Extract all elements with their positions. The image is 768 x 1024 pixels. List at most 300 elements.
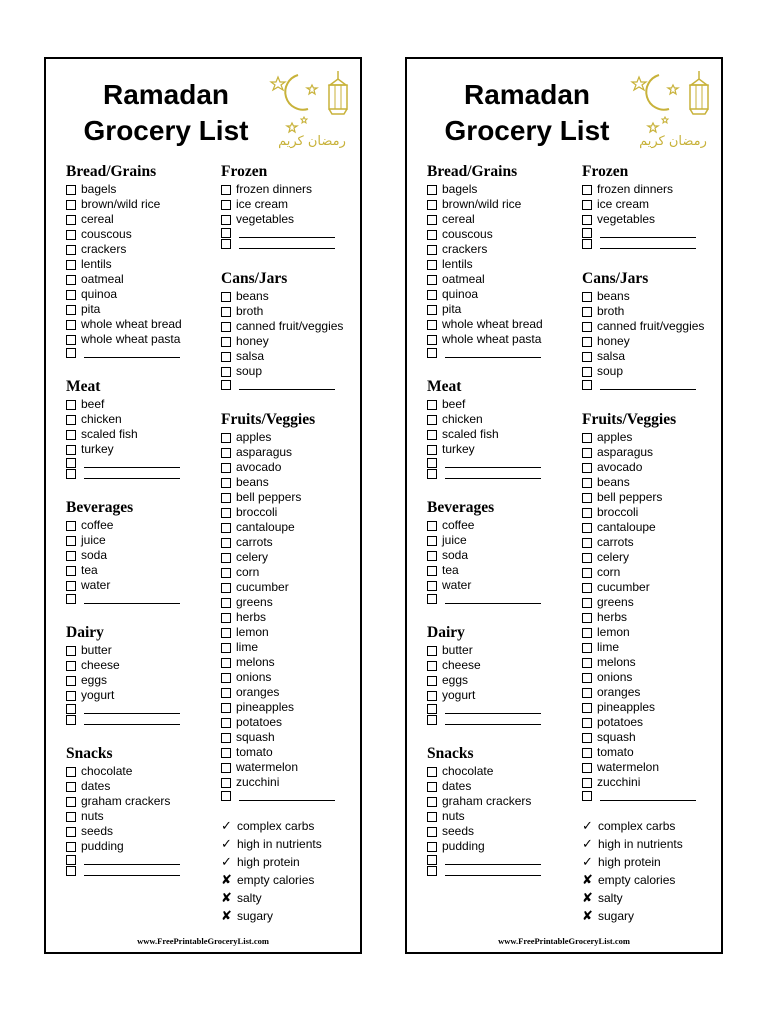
list-item	[427, 533, 577, 548]
legend-label: empty calories	[598, 873, 676, 887]
write-in-line[interactable]	[84, 865, 180, 876]
write-in-line[interactable]	[445, 593, 541, 604]
item-label: potatoes	[236, 715, 283, 729]
item-label: tomato	[597, 745, 634, 759]
checkbox[interactable]	[582, 628, 592, 638]
checkbox[interactable]	[582, 215, 592, 225]
checkbox[interactable]	[582, 239, 592, 249]
item-label: cereal	[81, 212, 114, 226]
checkbox[interactable]	[582, 228, 592, 238]
checkbox[interactable]	[221, 185, 231, 195]
checkbox[interactable]	[66, 320, 76, 330]
item-label: onions	[597, 670, 633, 684]
blank-list-item	[427, 468, 577, 479]
item-label: carrots	[597, 535, 634, 549]
item-label: seeds	[442, 824, 475, 838]
item-label: chocolate	[81, 764, 133, 778]
list-item	[221, 319, 356, 334]
item-label: bell peppers	[236, 490, 302, 504]
crescent-moon-lantern-icon	[629, 69, 715, 151]
legend-label: high protein	[598, 855, 661, 869]
checkbox[interactable]	[427, 691, 437, 701]
write-in-line[interactable]	[600, 790, 696, 801]
item-label: herbs	[236, 610, 267, 624]
checkbox[interactable]	[221, 643, 231, 653]
legend-label: complex carbs	[237, 819, 315, 833]
write-in-line[interactable]	[445, 468, 541, 479]
legend-label: high protein	[237, 855, 300, 869]
list-item	[66, 563, 216, 578]
write-in-line[interactable]	[239, 227, 335, 238]
checkbox[interactable]	[582, 688, 592, 698]
list-item	[582, 700, 717, 715]
checkbox[interactable]	[427, 566, 437, 576]
checkbox[interactable]	[427, 458, 437, 468]
list-item	[66, 643, 216, 658]
cross-icon: ✘	[221, 890, 232, 905]
blank-list-item	[582, 238, 717, 249]
checkbox[interactable]	[221, 703, 231, 713]
checkbox[interactable]	[427, 661, 437, 671]
section-gap	[582, 390, 717, 411]
legend-label: sugary	[598, 909, 635, 923]
checkbox[interactable]	[66, 551, 76, 561]
list-item	[582, 715, 717, 730]
blank-list-item	[582, 227, 717, 238]
item-list-bread	[427, 182, 577, 358]
list-item	[427, 412, 577, 427]
checkbox[interactable]	[66, 415, 76, 425]
checkbox[interactable]	[427, 812, 437, 822]
checkbox[interactable]	[66, 335, 76, 345]
write-in-line[interactable]	[239, 790, 335, 801]
checkbox[interactable]	[66, 661, 76, 671]
checkbox[interactable]	[427, 320, 437, 330]
list-item	[66, 779, 216, 794]
list-item	[221, 304, 356, 319]
blank-list-item	[221, 790, 356, 801]
item-list-snacks	[427, 764, 577, 876]
item-label: nuts	[442, 809, 465, 823]
checkbox[interactable]	[427, 842, 437, 852]
checkbox[interactable]	[66, 782, 76, 792]
item-label: corn	[597, 565, 621, 579]
checkbox[interactable]	[221, 538, 231, 548]
list-item	[582, 610, 717, 625]
checkbox[interactable]	[221, 463, 231, 473]
checkbox[interactable]	[221, 791, 231, 801]
item-label: crackers	[442, 242, 488, 256]
item-label: lentils	[81, 257, 112, 271]
item-label: carrots	[236, 535, 273, 549]
checkbox[interactable]	[66, 536, 76, 546]
list-item	[582, 460, 717, 475]
write-in-line[interactable]	[445, 703, 541, 714]
checkbox[interactable]	[221, 748, 231, 758]
item-label: quinoa	[442, 287, 479, 301]
write-in-line[interactable]	[600, 238, 696, 249]
checkbox[interactable]	[221, 352, 231, 362]
checkbox[interactable]	[427, 185, 437, 195]
item-label: chicken	[81, 412, 122, 426]
list-item	[66, 764, 216, 779]
list-item	[221, 625, 356, 640]
checkbox[interactable]	[427, 415, 437, 425]
checkbox[interactable]	[582, 718, 592, 728]
checkbox[interactable]	[427, 305, 437, 315]
checkbox[interactable]	[582, 478, 592, 488]
checkbox[interactable]	[427, 676, 437, 686]
list-item	[221, 475, 356, 490]
checkbox[interactable]	[582, 733, 592, 743]
checkbox[interactable]	[66, 566, 76, 576]
item-label: apples	[597, 430, 633, 444]
checkbox[interactable]	[582, 763, 592, 773]
checkbox[interactable]	[66, 646, 76, 656]
checkbox[interactable]	[427, 866, 437, 876]
item-label: coffee	[442, 518, 475, 532]
legend-label: complex carbs	[598, 819, 676, 833]
checkbox[interactable]	[427, 275, 437, 285]
checkbox[interactable]	[221, 658, 231, 668]
item-list-cans	[582, 289, 717, 390]
checkbox[interactable]	[427, 704, 437, 714]
checkbox[interactable]	[427, 855, 437, 865]
item-label: pudding	[81, 839, 124, 853]
item-label: quinoa	[81, 287, 118, 301]
item-label: beans	[597, 475, 630, 489]
checkbox[interactable]	[427, 782, 437, 792]
write-in-line[interactable]	[445, 714, 541, 725]
checkbox[interactable]	[221, 718, 231, 728]
legend-item	[582, 835, 717, 853]
checkbox[interactable]	[66, 812, 76, 822]
checkbox[interactable]	[66, 827, 76, 837]
checkbox[interactable]	[66, 400, 76, 410]
checkbox[interactable]	[582, 493, 592, 503]
checkbox[interactable]	[66, 866, 76, 876]
checkbox[interactable]	[427, 430, 437, 440]
checkbox[interactable]	[221, 200, 231, 210]
item-label: greens	[597, 595, 634, 609]
item-label: broccoli	[236, 505, 278, 519]
blank-list-item	[66, 593, 216, 604]
checkbox[interactable]	[66, 230, 76, 240]
checkbox[interactable]	[582, 463, 592, 473]
cross-icon: ✘	[221, 908, 232, 923]
write-in-line[interactable]	[84, 714, 180, 725]
checkbox[interactable]	[582, 322, 592, 332]
checkbox[interactable]	[582, 433, 592, 443]
checkbox[interactable]	[66, 260, 76, 270]
checkbox[interactable]	[221, 380, 231, 390]
legend-label: salty	[237, 891, 262, 905]
checkbox[interactable]	[427, 469, 437, 479]
checkbox[interactable]	[221, 763, 231, 773]
checkbox[interactable]	[221, 553, 231, 563]
checkbox[interactable]	[221, 367, 231, 377]
item-label: lemon	[597, 625, 630, 639]
write-in-line[interactable]	[600, 379, 696, 390]
checkbox[interactable]	[427, 767, 437, 777]
checkbox[interactable]	[66, 185, 76, 195]
item-label: juice	[81, 533, 106, 547]
checkbox[interactable]	[66, 275, 76, 285]
checkbox[interactable]	[66, 445, 76, 455]
list-item	[582, 197, 717, 212]
checkbox[interactable]	[427, 290, 437, 300]
checkbox[interactable]	[66, 245, 76, 255]
checkbox[interactable]	[221, 673, 231, 683]
list-item	[66, 824, 216, 839]
item-list-fruits	[221, 430, 356, 801]
list-item	[427, 764, 577, 779]
checkbox[interactable]	[221, 448, 231, 458]
checkbox[interactable]	[427, 215, 437, 225]
checkbox[interactable]	[221, 583, 231, 593]
checkbox[interactable]	[66, 594, 76, 604]
checkbox[interactable]	[66, 691, 76, 701]
checkbox[interactable]	[221, 292, 231, 302]
list-item	[221, 775, 356, 790]
checkbox[interactable]	[427, 400, 437, 410]
checkbox[interactable]	[582, 598, 592, 608]
write-in-line[interactable]	[84, 703, 180, 714]
checkbox[interactable]	[427, 200, 437, 210]
checkbox[interactable]	[427, 521, 437, 531]
checkbox[interactable]	[582, 185, 592, 195]
checkbox[interactable]	[582, 643, 592, 653]
list-item	[582, 475, 717, 490]
section-gap	[221, 249, 356, 270]
item-label: potatoes	[597, 715, 644, 729]
list-item	[427, 397, 577, 412]
checkbox[interactable]	[66, 797, 76, 807]
write-in-line[interactable]	[84, 854, 180, 865]
list-item	[221, 197, 356, 212]
list-item	[66, 673, 216, 688]
checkbox[interactable]	[582, 568, 592, 578]
checkbox[interactable]	[427, 827, 437, 837]
list-item	[582, 212, 717, 227]
list-item	[66, 518, 216, 533]
checkbox[interactable]	[66, 676, 76, 686]
item-label: butter	[81, 643, 112, 657]
checkbox[interactable]	[427, 715, 437, 725]
checkbox[interactable]	[582, 508, 592, 518]
checkbox[interactable]	[427, 646, 437, 656]
checkbox[interactable]	[221, 778, 231, 788]
list-item	[582, 364, 717, 379]
checkbox[interactable]	[66, 305, 76, 315]
list-item	[221, 550, 356, 565]
checkbox[interactable]	[427, 245, 437, 255]
list-item	[221, 505, 356, 520]
checkbox[interactable]	[582, 448, 592, 458]
section-title-beverages: Beverages	[66, 499, 134, 516]
list-item	[221, 655, 356, 670]
checkbox[interactable]	[221, 478, 231, 488]
section-title-frozen: Frozen	[582, 163, 629, 180]
checkbox[interactable]	[582, 583, 592, 593]
checkbox[interactable]	[582, 613, 592, 623]
item-list-beverages	[66, 518, 216, 604]
checkbox[interactable]	[582, 673, 592, 683]
item-label: cantaloupe	[597, 520, 656, 534]
checkbox[interactable]	[221, 613, 231, 623]
checkbox[interactable]	[66, 581, 76, 591]
checkbox[interactable]	[221, 322, 231, 332]
section-title-beverages: Beverages	[427, 499, 495, 516]
list-item	[427, 287, 577, 302]
list-item	[221, 445, 356, 460]
checkbox[interactable]	[66, 469, 76, 479]
checkbox[interactable]	[427, 230, 437, 240]
item-list-dairy	[66, 643, 216, 725]
list-item	[427, 839, 577, 854]
item-label: herbs	[597, 610, 628, 624]
checkbox[interactable]	[427, 445, 437, 455]
section-title-snacks: Snacks	[66, 745, 113, 762]
checkbox[interactable]	[582, 523, 592, 533]
item-label: chocolate	[442, 764, 494, 778]
item-label: eggs	[81, 673, 108, 687]
write-in-line[interactable]	[445, 854, 541, 865]
section-title-bread: Bread/Grains	[66, 163, 157, 180]
item-label: lime	[597, 640, 620, 654]
checkbox[interactable]	[582, 791, 592, 801]
item-label: celery	[236, 550, 269, 564]
blank-list-item	[582, 790, 717, 801]
checkmark-icon: ✓	[582, 854, 593, 869]
blank-list-item	[221, 227, 356, 238]
list-item	[221, 745, 356, 760]
write-in-line[interactable]	[84, 347, 180, 358]
checkbox[interactable]	[221, 628, 231, 638]
list-item	[66, 397, 216, 412]
list-item	[582, 745, 717, 760]
checkbox[interactable]	[66, 430, 76, 440]
checkbox[interactable]	[582, 380, 592, 390]
list-item	[582, 625, 717, 640]
write-in-line[interactable]	[239, 379, 335, 390]
list-item	[427, 257, 577, 272]
blank-list-item	[427, 457, 577, 468]
list-item	[66, 272, 216, 287]
write-in-line[interactable]	[84, 457, 180, 468]
blank-list-item	[221, 238, 356, 249]
checkbox[interactable]	[582, 748, 592, 758]
checkbox[interactable]	[427, 348, 437, 358]
checkbox[interactable]	[66, 715, 76, 725]
checkbox[interactable]	[221, 215, 231, 225]
checkbox[interactable]	[221, 523, 231, 533]
checkbox[interactable]	[221, 337, 231, 347]
list-item	[427, 242, 577, 257]
checkbox[interactable]	[66, 348, 76, 358]
item-label: pita	[81, 302, 101, 316]
checkbox[interactable]	[427, 797, 437, 807]
list-item	[66, 658, 216, 673]
item-label: corn	[236, 565, 260, 579]
list-item	[427, 658, 577, 673]
checkbox[interactable]	[66, 458, 76, 468]
item-label: dates	[442, 779, 472, 793]
checkbox[interactable]	[427, 594, 437, 604]
checkbox[interactable]	[221, 433, 231, 443]
checkbox[interactable]	[582, 352, 592, 362]
item-label: crackers	[81, 242, 127, 256]
checkbox[interactable]	[582, 553, 592, 563]
checkbox[interactable]	[582, 292, 592, 302]
checkbox[interactable]	[221, 733, 231, 743]
checkbox[interactable]	[582, 538, 592, 548]
checkbox[interactable]	[582, 703, 592, 713]
write-in-line[interactable]	[84, 468, 180, 479]
write-in-line[interactable]	[445, 457, 541, 468]
checkbox[interactable]	[66, 704, 76, 714]
item-label: cantaloupe	[236, 520, 295, 534]
item-label: water	[442, 578, 472, 592]
checkbox[interactable]	[427, 260, 437, 270]
checkmark-icon: ✓	[582, 836, 593, 851]
checkbox[interactable]	[582, 367, 592, 377]
item-label: broccoli	[597, 505, 639, 519]
write-in-line[interactable]	[445, 865, 541, 876]
item-label: tea	[81, 563, 98, 577]
cross-icon: ✘	[582, 890, 593, 905]
checkbox[interactable]	[582, 200, 592, 210]
svg-text:رمضان كريم: رمضان كريم	[278, 134, 346, 149]
item-label: yogurt	[442, 688, 476, 702]
checkbox[interactable]	[582, 658, 592, 668]
write-in-line[interactable]	[239, 238, 335, 249]
checkbox[interactable]	[221, 508, 231, 518]
checkbox[interactable]	[221, 568, 231, 578]
checkbox[interactable]	[66, 767, 76, 777]
checkbox[interactable]	[66, 290, 76, 300]
checkbox[interactable]	[221, 493, 231, 503]
checkbox[interactable]	[221, 688, 231, 698]
checkbox[interactable]	[66, 842, 76, 852]
list-item	[582, 685, 717, 700]
list-item	[427, 824, 577, 839]
checkbox[interactable]	[427, 335, 437, 345]
checkbox[interactable]	[427, 551, 437, 561]
write-in-line[interactable]	[84, 593, 180, 604]
checkbox[interactable]	[66, 215, 76, 225]
checkbox[interactable]	[66, 855, 76, 865]
checkbox[interactable]	[582, 307, 592, 317]
checkbox[interactable]	[582, 337, 592, 347]
write-in-line[interactable]	[445, 347, 541, 358]
item-label: soda	[81, 548, 108, 562]
checkbox[interactable]	[221, 307, 231, 317]
item-label: watermelon	[597, 760, 660, 774]
item-label: frozen dinners	[236, 182, 313, 196]
checkbox[interactable]	[221, 598, 231, 608]
checkbox[interactable]	[427, 536, 437, 546]
write-in-line[interactable]	[600, 227, 696, 238]
checkbox[interactable]	[582, 778, 592, 788]
checkbox[interactable]	[66, 521, 76, 531]
checkbox[interactable]	[427, 581, 437, 591]
checkbox[interactable]	[66, 200, 76, 210]
list-item	[221, 580, 356, 595]
item-label: soda	[442, 548, 469, 562]
checkbox[interactable]	[221, 228, 231, 238]
checkbox[interactable]	[221, 239, 231, 249]
